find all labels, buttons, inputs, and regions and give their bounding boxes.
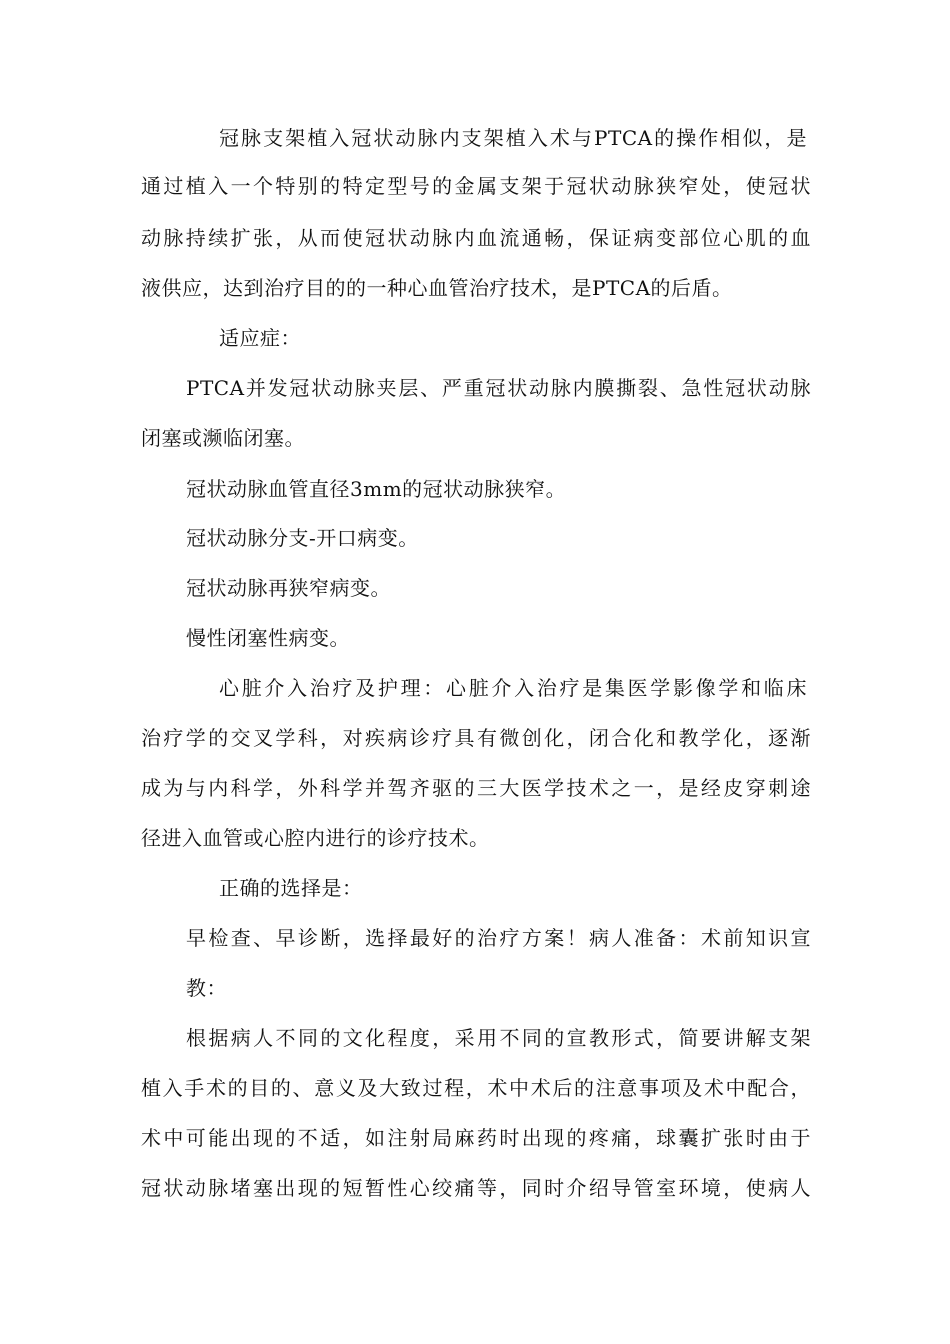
- text-line-21: 术中可能出现的不适，如注射局麻药时出现的疼痛，球囊扩张时由于: [141, 1126, 811, 1150]
- text-line-3: 动脉持续扩张，从而使冠状动脉内血流通畅，保证病变部位心肌的血: [141, 226, 811, 250]
- text-line-18: 教：: [186, 976, 227, 1000]
- heading-indications: 适应症：: [219, 326, 301, 350]
- text-line-6: PTCA并发冠状动脉夹层、严重冠状动脉内膜撕裂、急性冠状动脉: [186, 376, 811, 400]
- text-line-14: 成为与内科学，外科学并驾齐驱的三大医学技术之一，是经皮穿刺途: [141, 776, 811, 800]
- text-line-19: 根据病人不同的文化程度，采用不同的宣教形式，简要讲解支架: [186, 1026, 811, 1050]
- text-line-22: 冠状动脉堵塞出现的短暂性心绞痛等，同时介绍导管室环境，使病人: [141, 1176, 811, 1200]
- text-line-2: 通过植入一个特别的特定型号的金属支架于冠状动脉狭窄处，使冠状: [141, 174, 811, 198]
- text-line-13: 治疗学的交叉学科，对疾病诊疗具有微创化，闭合化和教学化，逐渐: [141, 726, 811, 750]
- heading-correct-choice: 正确的选择是：: [219, 876, 363, 900]
- text-line-7: 闭塞或濒临闭塞。: [141, 426, 305, 450]
- text-line-15: 径进入血管或心腔内进行的诊疗技术。: [141, 826, 490, 850]
- text-line-12: 心脏介入治疗及护理：心脏介入治疗是集医学影像学和临床: [219, 676, 807, 700]
- text-line-9: 冠状动脉分支-开口病变。: [186, 526, 419, 550]
- text-line-4: 液供应，达到治疗目的的一种心血管治疗技术，是PTCA的后盾。: [141, 276, 733, 300]
- text-line-8: 冠状动脉血管直径3mm的冠状动脉狭窄。: [186, 477, 567, 501]
- text-line-11: 慢性闭塞性病变。: [186, 626, 350, 650]
- text-line-10: 冠状动脉再狭窄病变。: [186, 576, 391, 600]
- text-line-17: 早检查、早诊断，选择最好的治疗方案！病人准备：术前知识宣: [186, 926, 811, 950]
- text-line-1: 冠脉支架植入冠状动脉内支架植入术与PTCA的操作相似，是: [219, 126, 807, 150]
- text-line-20: 植入手术的目的、意义及大致过程，术中术后的注意事项及术中配合，: [141, 1076, 811, 1100]
